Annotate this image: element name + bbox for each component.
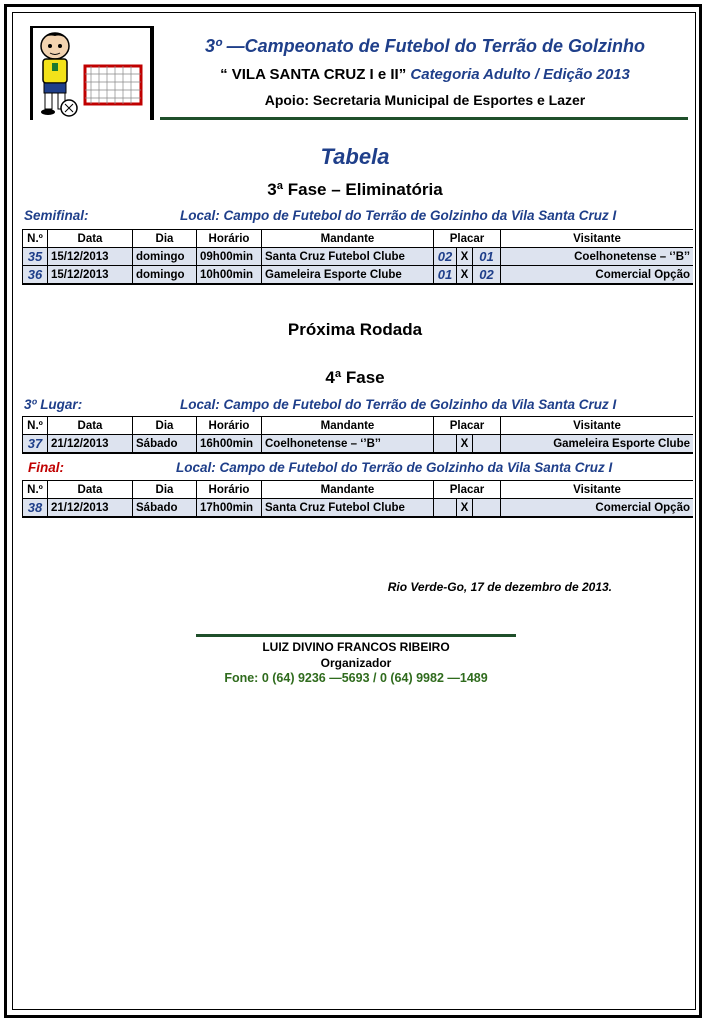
third-place-location: Local: Campo de Futebol do Terrão de Golzinho da Vila Santa Cruz I	[180, 397, 617, 412]
col-horario: Horário	[197, 230, 262, 248]
game-date: 15/12/2013	[48, 266, 133, 285]
col-dia: Dia	[133, 417, 197, 435]
subtitle-category: Categoria Adulto / Edição 2013	[410, 66, 630, 83]
home-score: 01	[434, 266, 457, 285]
game-number: 38	[23, 499, 48, 518]
away-team: Comercial Opção	[501, 266, 694, 285]
versus-mark: X	[457, 435, 473, 454]
game-time: 17h00min	[197, 499, 262, 518]
header-rule	[160, 117, 688, 120]
phase-4-title: 4ª Fase	[325, 368, 385, 387]
third-place-table	[22, 416, 693, 454]
col-num: N.º	[23, 481, 48, 499]
game-number: 36	[23, 266, 48, 285]
game-day: domingo	[133, 266, 197, 285]
home-score	[434, 499, 457, 518]
place-and-date: Rio Verde-Go, 17 de dezembro de 2013.	[387, 580, 612, 594]
semifinal-section-label	[24, 208, 694, 223]
col-visitante: Visitante	[501, 481, 694, 499]
col-placar: Placar	[434, 230, 501, 248]
home-score	[434, 435, 457, 454]
semifinal-label: Semifinal:	[24, 208, 89, 223]
championship-subtitle	[160, 66, 690, 83]
home-team: Gameleira Esporte Clube	[262, 266, 434, 285]
game-day: Sábado	[133, 499, 197, 518]
col-num: N.º	[23, 230, 48, 248]
col-mandante: Mandante	[262, 230, 434, 248]
col-mandante: Mandante	[262, 417, 434, 435]
signature-line	[196, 634, 516, 637]
game-time: 16h00min	[197, 435, 262, 454]
game-time: 09h00min	[197, 248, 262, 266]
col-visitante: Visitante	[501, 417, 694, 435]
col-num: N.º	[23, 417, 48, 435]
away-score	[473, 499, 501, 518]
organizer-role: Organizador	[320, 656, 392, 670]
col-data: Data	[48, 230, 133, 248]
col-dia: Dia	[133, 230, 197, 248]
table-header-row	[23, 417, 694, 435]
home-team: Coelhonetense – ‘’B’’	[262, 435, 434, 454]
game-day: domingo	[133, 248, 197, 266]
game-number: 37	[23, 435, 48, 454]
away-score	[473, 435, 501, 454]
game-day: Sábado	[133, 435, 197, 454]
player-icon	[41, 33, 77, 116]
table-row	[23, 266, 694, 285]
final-location: Local: Campo de Futebol do Terrão de Golzinho da Vila Santa Cruz I	[176, 460, 613, 475]
col-horario: Horário	[197, 481, 262, 499]
versus-mark: X	[457, 266, 473, 285]
phase-3-title: 3ª Fase – Eliminatória	[267, 180, 443, 199]
col-data: Data	[48, 481, 133, 499]
final-section-label	[24, 460, 694, 475]
final-table	[22, 480, 693, 518]
organizer-name: LUIZ DIVINO FRANCOS RIBEIRO	[262, 640, 450, 654]
home-team: Santa Cruz Futebol Clube	[262, 499, 434, 518]
table-header-row	[23, 230, 694, 248]
mascot-logo	[30, 26, 151, 120]
col-dia: Dia	[133, 481, 197, 499]
support-line: Apoio: Secretaria Municipal de Esportes e Lazer	[264, 92, 586, 108]
col-visitante: Visitante	[501, 230, 694, 248]
home-score: 02	[434, 248, 457, 266]
game-date: 15/12/2013	[48, 248, 133, 266]
table-row	[23, 248, 694, 266]
col-data: Data	[48, 417, 133, 435]
away-score: 01	[473, 248, 501, 266]
away-score: 02	[473, 266, 501, 285]
away-team: Gameleira Esporte Clube	[501, 435, 694, 454]
next-round-title: Próxima Rodada	[287, 320, 423, 339]
contact-phone: Fone: 0 (64) 9236 —5693 / 0 (64) 9982 —1489	[224, 671, 488, 685]
third-place-section-label	[24, 397, 694, 412]
game-date: 21/12/2013	[48, 499, 133, 518]
page-title: Tabela	[320, 144, 390, 169]
table-header-row	[23, 481, 694, 499]
game-number: 35	[23, 248, 48, 266]
away-team: Comercial Opção	[501, 499, 694, 518]
col-placar: Placar	[434, 481, 501, 499]
col-horario: Horário	[197, 417, 262, 435]
col-placar: Placar	[434, 417, 501, 435]
goal-net-icon	[85, 66, 141, 104]
championship-title: 3º —Campeonato de Futebol do Terrão de Golzinho	[205, 36, 645, 56]
final-label: Final:	[28, 460, 64, 475]
home-team: Santa Cruz Futebol Clube	[262, 248, 434, 266]
col-mandante: Mandante	[262, 481, 434, 499]
header-vertical-rule	[150, 26, 154, 120]
subtitle-venue: “ VILA SANTA CRUZ I e II”	[220, 66, 407, 83]
third-place-label: 3º Lugar:	[24, 397, 83, 412]
semifinal-location: Local: Campo de Futebol do Terrão de Golzinho da Vila Santa Cruz I	[180, 208, 617, 223]
away-team: Coelhonetense – ‘’B’’	[501, 248, 694, 266]
game-date: 21/12/2013	[48, 435, 133, 454]
game-time: 10h00min	[197, 266, 262, 285]
versus-mark: X	[457, 499, 473, 518]
table-row	[23, 499, 694, 518]
versus-mark: X	[457, 248, 473, 266]
semifinal-table	[22, 229, 693, 285]
table-row	[23, 435, 694, 454]
